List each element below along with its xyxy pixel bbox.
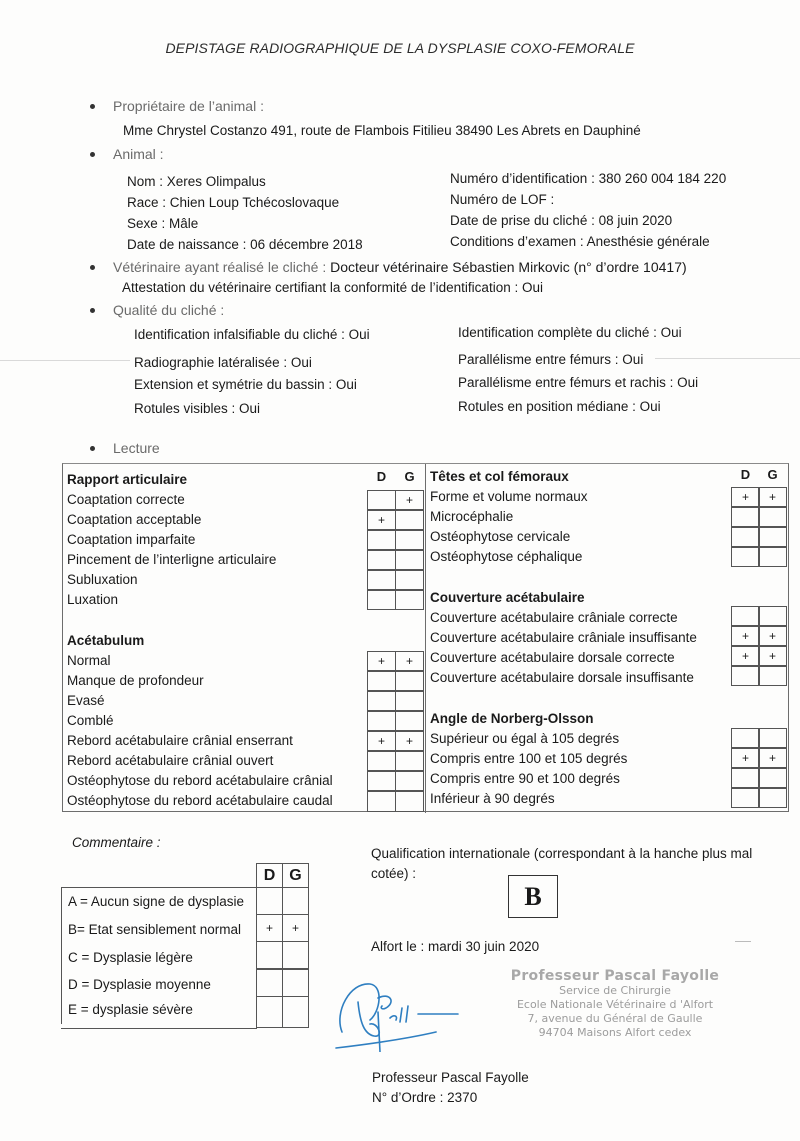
stamp-name: Professeur Pascal Fayolle	[510, 968, 720, 984]
row-label: Rebord acétabulaire crânial ouvert	[67, 753, 274, 768]
checkbox-d[interactable]	[367, 791, 396, 812]
row-label: Coaptation imparfaite	[67, 532, 196, 547]
checkbox-g[interactable]	[758, 768, 787, 788]
col-header-d: D	[376, 469, 387, 484]
bullet-icon	[90, 308, 95, 313]
quality-item: Parallélisme entre fémurs : Oui	[458, 352, 644, 367]
row-label: Ostéophytose céphalique	[430, 549, 583, 564]
row-label: Couverture acétabulaire dorsale insuffisante	[430, 670, 694, 685]
row-label: Forme et volume normaux	[430, 489, 588, 504]
animal-lof-number: Numéro de LOF :	[450, 192, 555, 207]
checkbox-d[interactable]	[256, 969, 283, 997]
checkbox-g[interactable]	[758, 547, 787, 567]
row-label: Coaptation correcte	[67, 492, 185, 507]
signatory-order-number: N° d’Ordre : 2370	[372, 1090, 478, 1105]
quality-item: Radiographie latéralisée : Oui	[134, 355, 312, 370]
quality-item: Identification infalsifiable du cliché : Oui	[134, 327, 370, 342]
grade-label: A = Aucun signe de dysplasie	[61, 888, 256, 916]
checkbox-g[interactable]: +	[758, 487, 787, 507]
row-label: Compris entre 90 et 100 degrés	[430, 771, 620, 786]
checkbox-d[interactable]: +	[731, 646, 760, 666]
owner-value: Mme Chrystel Costanzo 491, route de Flambois Fitilieu 38490 Les Abrets en Dauphiné	[123, 123, 641, 138]
quality-item: Rotules visibles : Oui	[134, 401, 261, 416]
checkbox-d[interactable]: +	[731, 487, 760, 507]
signatory-name: Professeur Pascal Fayolle	[372, 1070, 529, 1085]
section-heading-acetabulum: Acétabulum	[67, 633, 145, 648]
checkbox-g[interactable]	[758, 606, 787, 626]
checkbox-d[interactable]: +	[367, 731, 396, 751]
animal-id-number: Numéro d’identification : 380 260 004 184 220	[450, 171, 727, 186]
section-heading-couverture: Couverture acétabulaire	[430, 590, 585, 605]
quality-item: Rotules en position médiane : Oui	[458, 399, 661, 414]
checkbox-d[interactable]	[367, 550, 396, 570]
checkbox-g[interactable]: +	[395, 651, 424, 671]
stamp-line: 94704 Maisons Alfort cedex	[538, 1026, 692, 1039]
checkbox-g[interactable]	[758, 507, 787, 527]
scan-crease	[0, 360, 130, 361]
section-heading-rapport: Rapport articulaire	[67, 472, 188, 487]
quality-item: Identification complète du cliché : Oui	[458, 325, 682, 340]
scan-crease	[655, 358, 800, 359]
checkbox-g[interactable]	[395, 771, 424, 791]
checkbox-g[interactable]	[758, 728, 787, 748]
checkbox-d[interactable]	[256, 996, 283, 1028]
grade-label: B= Etat sensiblement normal	[61, 916, 256, 944]
col-header-g: G	[282, 863, 309, 888]
col-header-g: G	[767, 467, 778, 482]
table-border	[61, 1028, 257, 1029]
checkbox-d[interactable]: +	[731, 748, 760, 768]
final-grade-box: B	[508, 875, 558, 918]
grade-label: E = dysplasie sévère	[61, 996, 256, 1024]
row-label: Ostéophytose cervicale	[430, 529, 571, 544]
animal-sex: Sexe : Mâle	[127, 216, 199, 231]
col-header-g: G	[404, 469, 415, 484]
checkbox-d[interactable]	[731, 768, 760, 788]
checkbox-g[interactable]	[282, 887, 309, 915]
checkbox-g[interactable]: +	[758, 646, 787, 666]
checkbox-d[interactable]: +	[367, 651, 396, 671]
xray-date: Date de prise du cliché : 08 juin 2020	[450, 213, 673, 228]
animal-breed: Race : Chien Loup Tchécoslovaque	[127, 195, 340, 210]
animal-birthdate: Date de naissance : 06 décembre 2018	[127, 237, 363, 252]
row-label: Ostéophytose du rebord acétabulaire caudal	[67, 793, 333, 808]
checkbox-g[interactable]	[395, 510, 424, 530]
quality-item: Extension et symétrie du bassin : Oui	[134, 377, 357, 392]
vet-name: Docteur vétérinaire Sébastien Mirkovic (n° d’ordre 10417)	[330, 259, 687, 275]
lecture-section-label: Lecture	[90, 440, 160, 456]
stamp-line: Service de Chirurgie	[559, 984, 671, 997]
signature-icon	[330, 972, 500, 1052]
quality-item: Parallélisme entre fémurs et rachis : Oui	[458, 375, 699, 390]
checkbox-d[interactable]: +	[367, 510, 396, 530]
row-label: Inférieur à 90 degrés	[430, 791, 555, 806]
checkbox-g[interactable]	[282, 969, 309, 997]
bullet-icon	[90, 104, 95, 109]
checkbox-g[interactable]	[395, 711, 424, 731]
checkbox-d[interactable]	[731, 527, 760, 547]
checkbox-g[interactable]	[395, 791, 424, 812]
qualification-text-line2: cotée) :	[371, 866, 417, 881]
institution-stamp	[500, 968, 730, 1040]
row-label: Microcéphalie	[430, 509, 514, 524]
checkbox-d[interactable]	[731, 507, 760, 527]
row-label: Ostéophytose du rebord acétabulaire crânial	[67, 773, 333, 788]
checkbox-g[interactable]: +	[758, 748, 787, 768]
checkbox-g[interactable]	[395, 590, 424, 610]
col-header-d: D	[256, 863, 283, 888]
vet-attestation: Attestation du vétérinaire certifiant la conformité de l’identification : Oui	[122, 280, 543, 295]
row-label: Evasé	[67, 693, 105, 708]
place-date: Alfort le : mardi 30 juin 2020	[371, 939, 540, 954]
bullet-icon	[90, 446, 95, 451]
col-header-d: D	[740, 467, 751, 482]
checkbox-d[interactable]	[367, 570, 396, 590]
checkbox-g[interactable]	[395, 550, 424, 570]
document-title: DEPISTAGE RADIOGRAPHIQUE DE LA DYSPLASIE COXO-FEMORALE	[165, 40, 635, 56]
checkbox-g[interactable]	[395, 530, 424, 550]
checkbox-d[interactable]	[367, 490, 396, 510]
checkbox-d[interactable]	[367, 590, 396, 610]
checkbox-d[interactable]	[367, 751, 396, 771]
checkbox-g[interactable]	[395, 570, 424, 590]
grade-label: D = Dysplasie moyenne	[61, 971, 256, 999]
checkbox-d[interactable]	[367, 530, 396, 550]
checkbox-d[interactable]	[731, 606, 760, 626]
row-label: Subluxation	[67, 572, 138, 587]
checkbox-g[interactable]	[758, 527, 787, 547]
scan-mark	[735, 941, 751, 942]
checkbox-d[interactable]	[367, 671, 396, 691]
row-label: Couverture acétabulaire crâniale insuffisante	[430, 630, 697, 645]
checkbox-g[interactable]	[282, 996, 309, 1028]
checkbox-d[interactable]	[256, 887, 283, 915]
row-label: Luxation	[67, 592, 119, 607]
checkbox-g[interactable]: +	[395, 490, 424, 510]
grade-label: C = Dysplasie légère	[61, 944, 256, 972]
checkbox-g[interactable]	[395, 691, 424, 711]
table-divider	[425, 464, 426, 813]
row-label: Normal	[67, 653, 111, 668]
lecture-table	[62, 463, 789, 812]
commentaire-label: Commentaire :	[72, 835, 161, 850]
row-label: Supérieur ou égal à 105 degrés	[430, 731, 620, 746]
vet-section: Vétérinaire ayant réalisé le cliché : Docteur vétérinaire Sébastien Mirkovic (n° d’ordre 10417)	[90, 259, 687, 275]
checkbox-d[interactable]	[731, 788, 760, 808]
animal-name: Nom : Xeres Olimpalus	[127, 174, 266, 189]
checkbox-g[interactable]	[395, 751, 424, 771]
bullet-icon	[90, 265, 95, 270]
row-label: Couverture acétabulaire dorsale correcte	[430, 650, 675, 665]
checkbox-g[interactable]: +	[282, 914, 309, 942]
checkbox-g[interactable]	[758, 788, 787, 808]
exam-conditions: Conditions d’examen : Anesthésie générale	[450, 234, 710, 249]
checkbox-d[interactable]: +	[256, 914, 283, 942]
checkbox-g[interactable]: +	[395, 731, 424, 751]
checkbox-d[interactable]: +	[731, 626, 760, 646]
checkbox-g[interactable]: +	[758, 626, 787, 646]
checkbox-g[interactable]	[395, 671, 424, 691]
stamp-line: 7, avenue du Général de Gaulle	[527, 1012, 703, 1025]
checkbox-d[interactable]	[367, 691, 396, 711]
row-label: Compris entre 100 et 105 degrés	[430, 751, 628, 766]
quality-section-label: Qualité du cliché :	[90, 302, 224, 318]
row-label: Manque de profondeur	[67, 673, 204, 688]
bullet-icon	[90, 152, 95, 157]
checkbox-d[interactable]	[256, 941, 283, 969]
row-label: Rebord acétabulaire crânial enserrant	[67, 733, 293, 748]
checkbox-d[interactable]	[367, 771, 396, 791]
animal-info-left	[127, 171, 363, 255]
animal-info-right	[450, 168, 726, 252]
animal-section-label: Animal :	[90, 146, 164, 162]
row-label: Comblé	[67, 713, 114, 728]
owner-section-label: Propriétaire de l’animal :	[90, 98, 264, 114]
row-label: Pincement de l’interligne articulaire	[67, 552, 277, 567]
section-heading-norberg: Angle de Norberg-Olsson	[430, 711, 594, 726]
section-heading-tetes: Têtes et col fémoraux	[430, 469, 569, 484]
row-label: Couverture acétabulaire crâniale correcte	[430, 610, 678, 625]
checkbox-d[interactable]	[731, 666, 760, 686]
stamp-line: Ecole Nationale Vétérinaire d 'Alfort	[516, 998, 714, 1011]
checkbox-d[interactable]	[731, 547, 760, 567]
checkbox-d[interactable]	[731, 728, 760, 748]
checkbox-g[interactable]	[282, 941, 309, 969]
checkbox-d[interactable]	[367, 711, 396, 731]
qualification-text-line1: Qualification internationale (correspondant à la hanche plus mal	[371, 846, 753, 861]
row-label: Coaptation acceptable	[67, 512, 202, 527]
checkbox-g[interactable]	[758, 666, 787, 686]
